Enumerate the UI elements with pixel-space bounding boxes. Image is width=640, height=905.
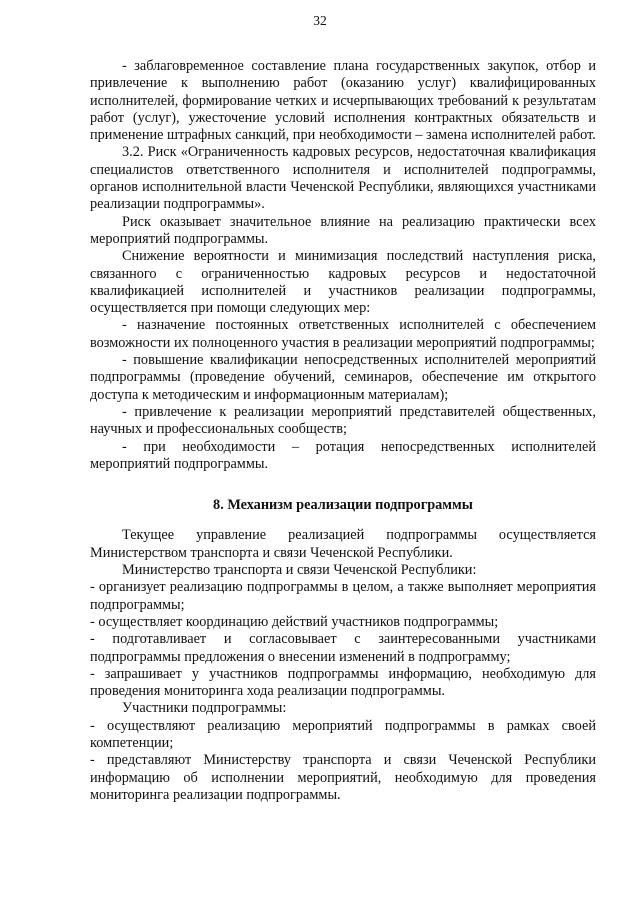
risk-influence-paragraph: Риск оказывает значительное влияние на реализацию практически всех мероприятий подпрограммы. <box>90 213 596 247</box>
document-body <box>90 58 596 804</box>
list-item-coordinates: - осуществляет координацию действий участников подпрограммы; <box>90 613 499 630</box>
participants-intro: Участники подпрограммы: <box>122 700 287 717</box>
list-item-participants-report: - представляют Министерству транспорта и связи Чеченской Республики информацию об исполнении мероприятий, необходимую для проведения мониторинга реализации подпрограммы. <box>90 752 596 803</box>
risk-mitigation-intro: Снижение вероятности и минимизация последствий наступления риска, связанного с ограниченностью кадровых ресурсов и недостаточной квалификацией исполнителей и участников реализации подпрограммы, осуществляется при помощи следующих мер: <box>90 248 596 317</box>
list-item-appoint-executors: - назначение постоянных ответственных исполнителей с обеспечением возможности их полноценного участия в реализации мероприятий подпрограммы; <box>90 317 596 351</box>
list-item-qualification: - повышение квалификации непосредственных исполнителей мероприятий подпрограммы (проведение обучений, семинаров, обеспечение им открытого доступа к методическим и информационным материалам); <box>90 352 596 403</box>
list-item-participants-implement: - осуществляют реализацию мероприятий подпрограммы в рамках своей компетенции; <box>90 717 596 751</box>
list-item-requests-info: - запрашивает у участников подпрограммы информацию, необходимую для проведения мониторинга хода реализации подпрограммы. <box>90 665 596 700</box>
section-heading: 8. Механизм реализации подпрограммы <box>213 497 473 514</box>
list-item-procurement-measures: - заблаговременное составление плана государственных закупок, отбор и привлечение к выполнению работ (оказанию услуг) квалифицированных исполнителей, формирование четких и исчерпывающих требований к результатам работ (услуг), ужесточение условий исполнения контрактных обязательств и применение штрафных санкций, при необходимости – замена исполнителей работ. <box>90 58 596 144</box>
page-number: 32 <box>313 13 327 28</box>
list-item-involve-communities: - привлечение к реализации мероприятий представителей общественных, научных и профессиональных сообществ; <box>90 403 596 438</box>
list-item-organizes: - организует реализацию подпрограммы в целом, а также выполняет мероприятия подпрограммы; <box>90 579 596 613</box>
list-item-prepares-proposals: - подготавливает и согласовывает с заинтересованными участниками подпрограммы предложения о внесении изменений в подпрограмму; <box>90 631 596 665</box>
ministry-intro: Министерство транспорта и связи Чеченской Республики: <box>122 562 477 579</box>
risk-3-2-title: 3.2. Риск «Ограниченность кадровых ресурсов, недостаточная квалификация специалистов ответственного исполнителя и исполнителей подпрограммы, органов исполнительной власти Чеченской Республики, являющихся участниками реализации подпрограммы». <box>90 144 596 213</box>
management-paragraph: Текущее управление реализацией подпрограммы осуществляется Министерством транспорта и связи Чеченской Республики. <box>90 527 596 561</box>
list-item-rotation: - при необходимости – ротация непосредственных исполнителей мероприятий подпрограммы. <box>90 438 596 472</box>
